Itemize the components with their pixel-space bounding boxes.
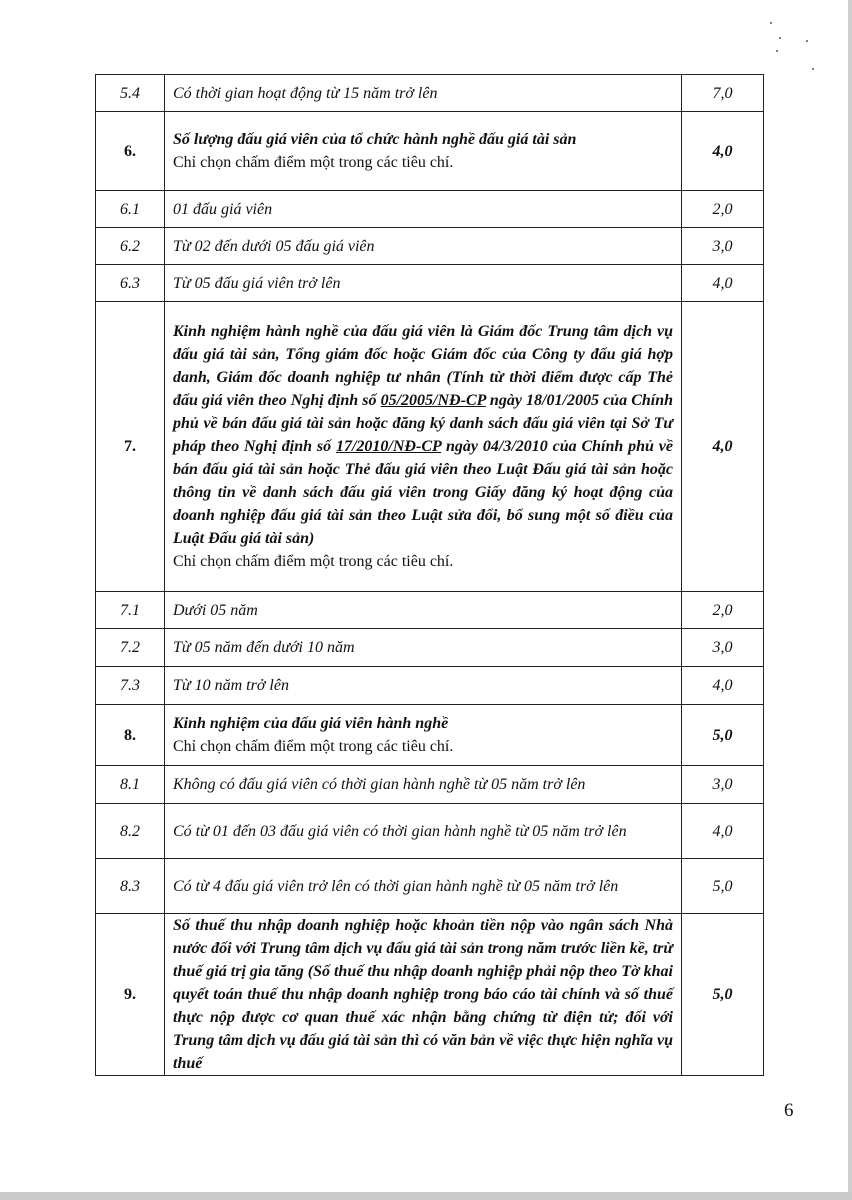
score-value: 4,0 xyxy=(682,667,764,705)
criterion-text: 01 đấu giá viên xyxy=(165,191,682,228)
table-row xyxy=(96,228,764,265)
table-row xyxy=(96,914,764,1076)
table-row xyxy=(96,859,764,914)
scan-speck xyxy=(812,68,814,70)
score-value: 5,0 xyxy=(682,914,764,1076)
score-value: 4,0 xyxy=(682,112,764,191)
score-value: 2,0 xyxy=(682,592,764,629)
table-row xyxy=(96,75,764,112)
score-value: 3,0 xyxy=(682,629,764,667)
scan-speck xyxy=(776,50,778,52)
decree-reference: 05/2005/NĐ-CP xyxy=(380,392,486,409)
section-heading: Kinh nghiệm của đấu giá viên hành nghề xyxy=(173,715,449,732)
score-value: 5,0 xyxy=(682,705,764,766)
table-row xyxy=(96,265,764,302)
scan-edge xyxy=(848,0,852,1200)
section-heading: Số thuế thu nhập doanh nghiệp hoặc khoản tiền nộp vào ngân sách Nhà nước đối với Trung tâm dịch vụ đấu giá tài sản trong năm trước liền kề, trừ thuế giá trị gia tăng (Số thuế thu nhập doanh nghiệp phải nộp theo Tờ khai quyết toán thuế thu nhập doanh nghiệp trong báo cáo tài chính và số thuế thực nộp được cơ quan thuế xác nhận bằng chứng từ điện tử; đối với Trung tâm dịch vụ đấu giá tài sản thì có văn bản về việc thực hiện nghĩa vụ thuế xyxy=(173,917,673,1072)
table-row xyxy=(96,112,764,191)
table-row xyxy=(96,302,764,592)
section-number: 9. xyxy=(96,914,165,1076)
row-number: 7.3 xyxy=(96,667,165,705)
row-number: 8.2 xyxy=(96,804,165,859)
criteria-table xyxy=(95,74,764,1076)
table-row xyxy=(96,804,764,859)
criterion-text: Từ 05 đấu giá viên trở lên xyxy=(165,265,682,302)
scan-edge xyxy=(0,1192,852,1200)
section-cell xyxy=(165,914,682,1076)
criterion-text: Từ 05 năm đến dưới 10 năm xyxy=(165,629,682,667)
score-value: 4,0 xyxy=(682,804,764,859)
criterion-text: Không có đấu giá viên có thời gian hành nghề từ 05 năm trở lên xyxy=(165,766,682,804)
score-value: 3,0 xyxy=(682,228,764,265)
row-number: 8.3 xyxy=(96,859,165,914)
section-note: Chỉ chọn chấm điểm một trong các tiêu chí. xyxy=(173,553,454,570)
section-note: Chỉ chọn chấm điểm một trong các tiêu chí. xyxy=(173,738,454,755)
section-number: 8. xyxy=(96,705,165,766)
row-number: 7.2 xyxy=(96,629,165,667)
row-number: 6.1 xyxy=(96,191,165,228)
section-number: 6. xyxy=(96,112,165,191)
row-number: 8.1 xyxy=(96,766,165,804)
table-row xyxy=(96,705,764,766)
row-number: 7.1 xyxy=(96,592,165,629)
criterion-text: Có thời gian hoạt động từ 15 năm trở lên xyxy=(165,75,682,112)
row-number: 6.2 xyxy=(96,228,165,265)
heading-text: Kinh nghiệm hành nghề của đấu giá viên là Giám đốc Trung tâm dịch vụ đấu giá tài sản, Tổng giám đốc hoặc Giám đốc của Công ty đấu giá hợp danh, Giám đốc doanh nghiệp tư nhân (Tính từ thời điểm được cấp Thẻ đấu giá viên theo Nghị định số xyxy=(173,323,673,409)
row-number: 5.4 xyxy=(96,75,165,112)
heading-text: ngày 18/01/2005 của Chính phủ về bán đấu giá tài sản hoặc đăng ký danh sách đấu giá viên tại Sở Tư pháp theo Nghị định số xyxy=(173,392,674,455)
page-number: 6 xyxy=(784,1100,794,1121)
scan-speck xyxy=(806,40,808,42)
scan-speck xyxy=(779,37,781,39)
score-value: 7,0 xyxy=(682,75,764,112)
criterion-text: Từ 02 đến dưới 05 đấu giá viên xyxy=(165,228,682,265)
table-row xyxy=(96,592,764,629)
decree-reference: 17/2010/NĐ-CP xyxy=(335,438,442,455)
score-value: 4,0 xyxy=(682,302,764,592)
criterion-text: Dưới 05 năm xyxy=(165,592,682,629)
table-row xyxy=(96,667,764,705)
table-row xyxy=(96,629,764,667)
section-cell xyxy=(165,705,682,766)
criterion-text: Có từ 01 đến 03 đấu giá viên có thời gian hành nghề từ 05 năm trở lên xyxy=(165,804,682,859)
score-value: 4,0 xyxy=(682,265,764,302)
section-note: Chỉ chọn chấm điểm một trong các tiêu chí. xyxy=(173,154,454,171)
section-heading: Số lượng đấu giá viên của tổ chức hành nghề đấu giá tài sản xyxy=(173,131,577,148)
section-cell xyxy=(165,302,682,592)
table-row xyxy=(96,191,764,228)
heading-text: ngày 04/3/2010 của Chính phủ về bán đấu giá tài sản hoặc Thẻ đấu giá viên theo Luật Đấu giá tài sản hoặc thông tin về danh sách đấu giá viên trong Giấy đăng ký hoạt động của doanh nghiệp đấu giá tài sản theo Luật sửa đổi, bổ sung một số điều của Luật Đấu giá tài sản) xyxy=(173,438,673,547)
score-value: 2,0 xyxy=(682,191,764,228)
criterion-text: Từ 10 năm trở lên xyxy=(165,667,682,705)
criterion-text: Có từ 4 đấu giá viên trở lên có thời gian hành nghề từ 05 năm trở lên xyxy=(165,859,682,914)
row-number: 6.3 xyxy=(96,265,165,302)
score-value: 3,0 xyxy=(682,766,764,804)
section-cell xyxy=(165,112,682,191)
score-value: 5,0 xyxy=(682,859,764,914)
table-row xyxy=(96,766,764,804)
scan-speck xyxy=(770,22,772,24)
section-heading xyxy=(173,320,673,550)
section-number: 7. xyxy=(96,302,165,592)
